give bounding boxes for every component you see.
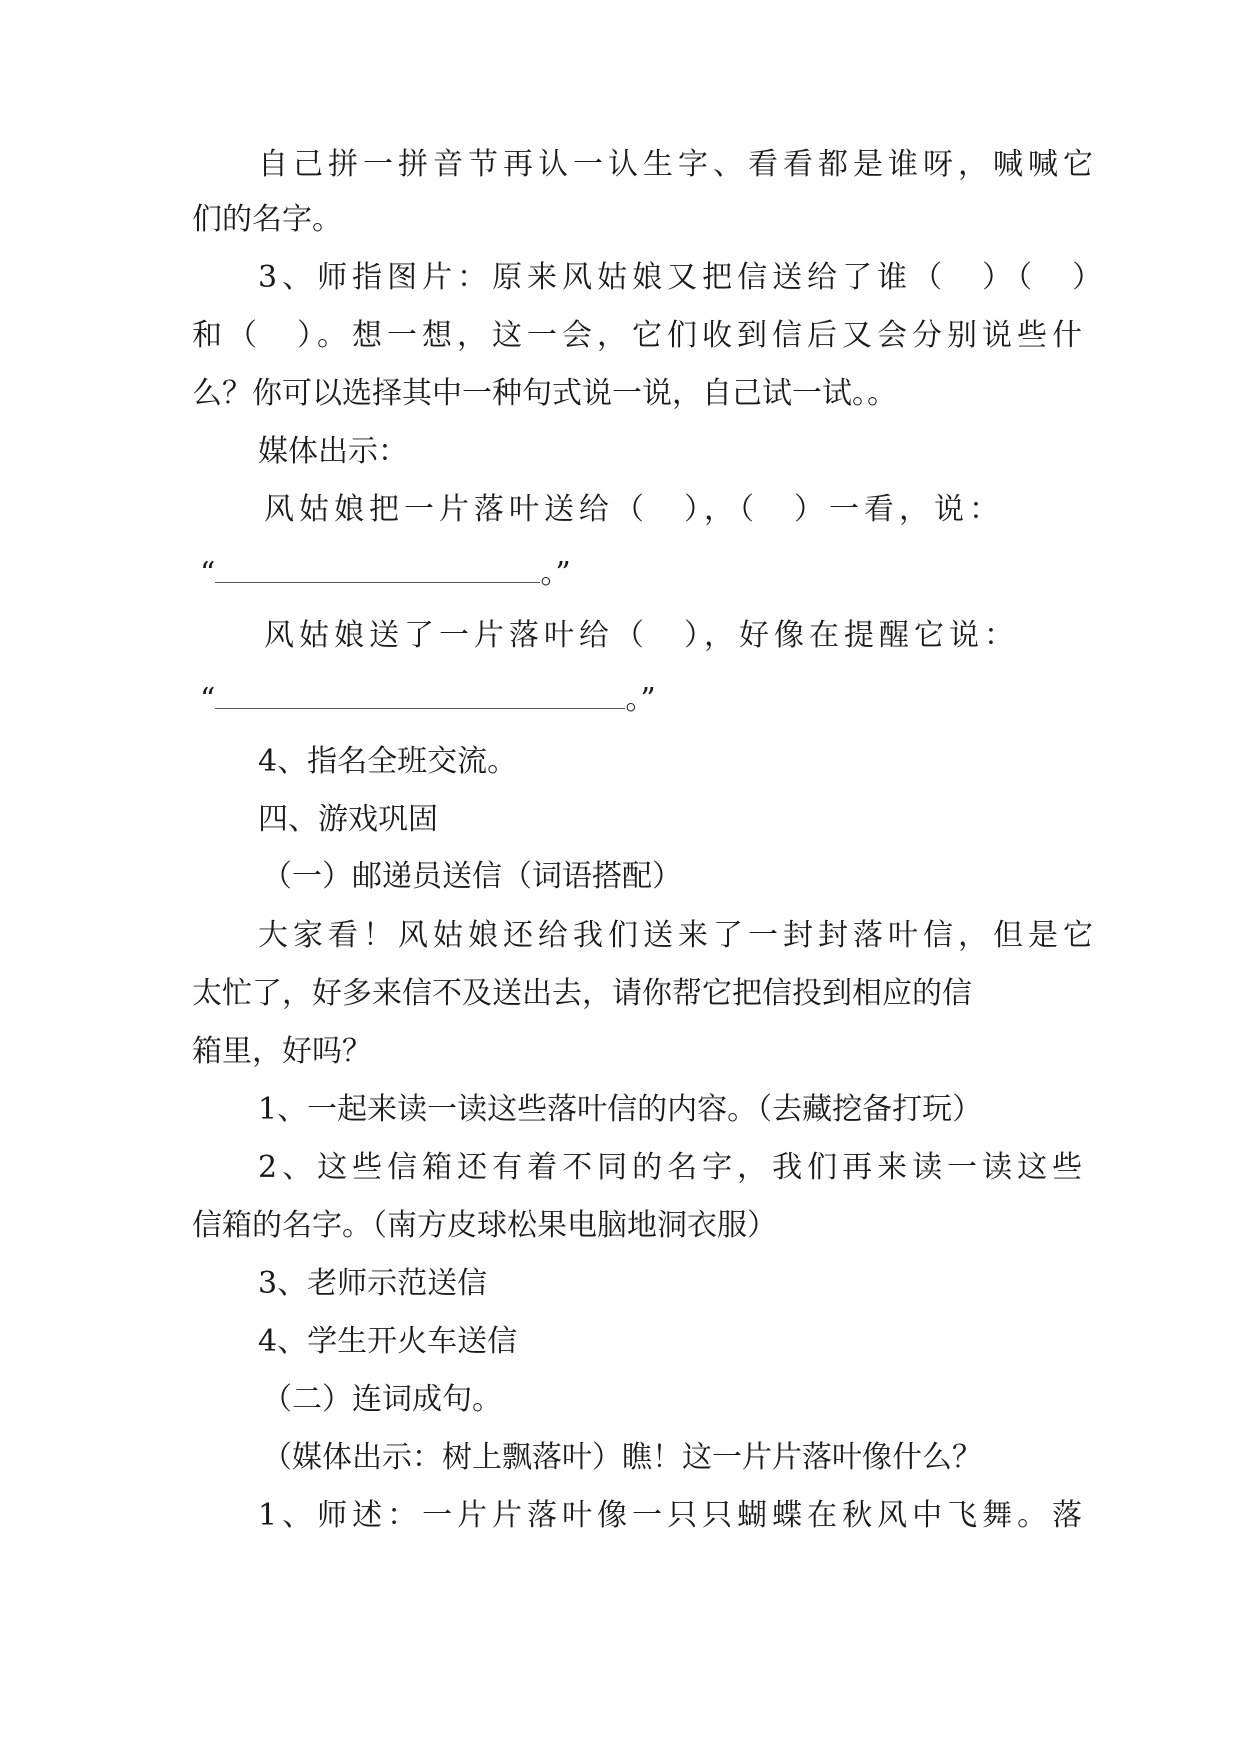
text-line: 么？你可以选择其中一种句式说一说，自己试一试。。	[192, 376, 897, 411]
quote-close: 。”	[625, 682, 656, 717]
text-line: 媒体出示：	[258, 434, 408, 469]
text-line: 风姑娘把一片落叶送给（ ），（ ）一看，说：	[264, 492, 1004, 527]
text-line: 4、指名全班交流。	[258, 744, 518, 779]
subsection-heading: （一）邮递员送信（词语搭配）	[262, 859, 682, 894]
text-line	[200, 554, 571, 594]
text-line: 2、这些信箱还有着不同的名字，我们再来读一读这些	[258, 1150, 1088, 1185]
text-line: 4、学生开火车送信	[258, 1324, 518, 1359]
subsection-heading: （二）连词成句。	[262, 1382, 502, 1417]
quote-open: “	[200, 682, 216, 717]
quote-close: 。”	[540, 556, 571, 591]
text-line	[200, 680, 656, 720]
text-line: 和（ ）。想一想，这一会，它们收到信后又会分别说些什	[192, 318, 1087, 353]
text-line: 太忙了，好多来信不及送出去，请你帮它把信投到相应的信	[192, 976, 972, 1011]
text-line: 大家看！风姑娘还给我们送来了一封封落叶信，但是它	[258, 918, 1098, 953]
text-line: 3、师指图片：原来风姑娘又把信送给了谁（ ）（ ）	[258, 260, 1108, 295]
text-line: 1、一起来读一读这些落叶信的内容。（去藏挖备打玩）	[258, 1092, 983, 1127]
text-line: 箱里，好吗？	[192, 1034, 372, 1069]
text-line: 们的名字。	[192, 202, 342, 237]
text-line: 风姑娘送了一片落叶给（ ），好像在提醒它说：	[264, 618, 1019, 653]
quote-open: “	[200, 556, 216, 591]
section-heading: 四、游戏巩固	[258, 802, 438, 837]
text-line: 3、老师示范送信	[258, 1266, 488, 1301]
text-line: 信箱的名字。（南方皮球松果电脑地洞衣服）	[192, 1208, 777, 1243]
text-line: （媒体出示：树上飘落叶）瞧！这一片片落叶像什么？	[262, 1440, 982, 1475]
text-line: 自己拼一拼音节再认一认生字、看看都是谁呀，喊喊它	[258, 147, 1098, 182]
answer-blank	[215, 556, 540, 583]
answer-blank	[215, 682, 625, 709]
text-line: 1、师述：一片片落叶像一只只蝴蝶在秋风中飞舞。落	[258, 1498, 1088, 1533]
